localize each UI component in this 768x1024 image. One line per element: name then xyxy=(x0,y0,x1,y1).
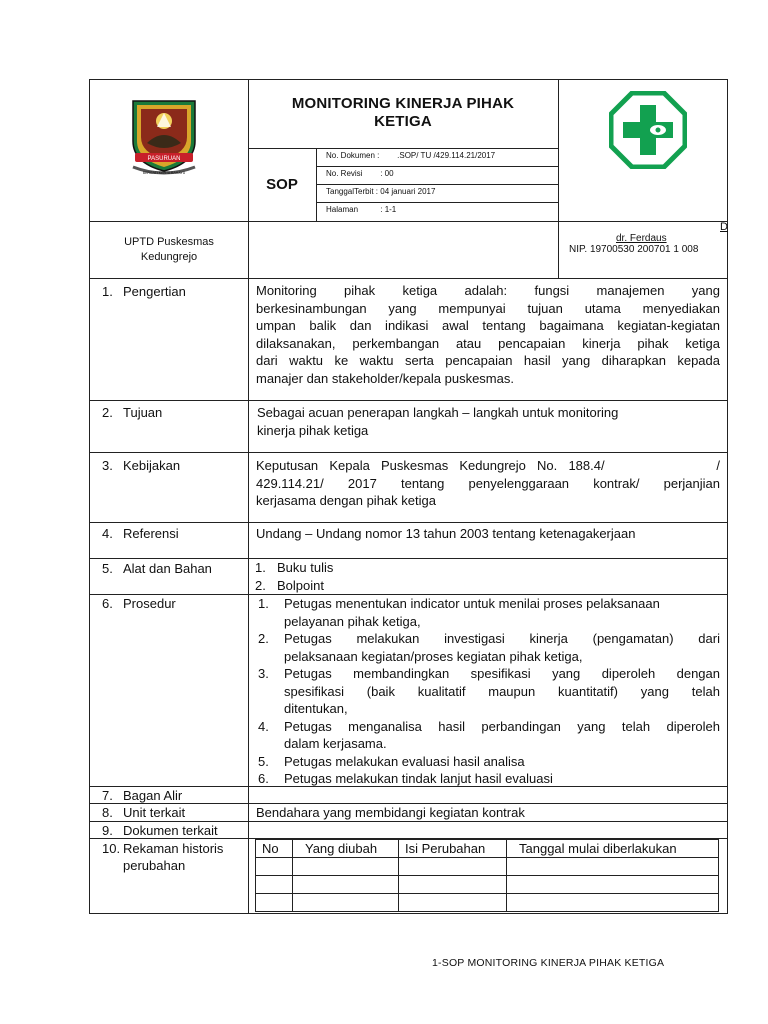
organization: UPTD Puskesmas Kedungrejo xyxy=(124,236,214,263)
logo-puskesmas xyxy=(609,91,687,169)
logo-pasuruan xyxy=(127,97,201,177)
column-header: Yang diubah xyxy=(293,840,399,858)
list-item: 1. Buku tulis xyxy=(255,560,334,575)
doc-number: No. Dokumen : .SOP/ TU /429.114.21/2017 xyxy=(326,151,496,160)
column-header: Tanggal mulai diberlakukan xyxy=(507,840,719,858)
label-kebijakan: Kebijakan xyxy=(123,458,181,473)
column-header: No xyxy=(256,840,293,858)
list-item: 4. Petugas menganalisa hasil perbandingan yang telah diperoleh dalam kerjasama. xyxy=(258,718,720,751)
prosedur-list xyxy=(258,595,720,788)
label-referensi: Referensi xyxy=(123,526,179,541)
label-dokumen-terkait: Dokumen terkait xyxy=(123,823,218,838)
label-unit-terkait: Unit terkait xyxy=(123,805,186,820)
list-item: 5. Petugas melakukan evaluasi hasil analisa xyxy=(258,753,525,769)
svg-text:PASURUAN: PASURUAN xyxy=(147,156,181,162)
svg-text:BERGATI KERTA RAHAYU: BERGATI KERTA RAHAYU xyxy=(142,171,186,175)
pengertian-text: Monitoring pihak ketiga adalah: fungsi manajemen yang berkesinambungan yang mempunyai tujuan utama menyediakan umpan balik dan indikasi awal tentang bagaimana kegiatan-kegiatan dilaksanakan, perkembangan atau pencapaian kinerja pihak ketiga dari waktu ke waktu serta pencapaian hasil yang diharapkan kepada manajer dan stakeholder/kepala puskesmas. xyxy=(256,283,720,386)
label-num-4: 4. xyxy=(102,526,113,541)
table-row xyxy=(256,894,719,912)
unit-terkait-text: Bendahara yang membidangi kegiatan kontrak xyxy=(256,805,525,820)
label-num-5: 5. xyxy=(102,561,113,576)
signer-nip: NIP. 19700530 200701 1 008 xyxy=(569,244,699,255)
label-bagan-alir: Bagan Alir xyxy=(123,788,183,803)
alat-bahan-list xyxy=(255,559,715,594)
label-alat-bahan: Alat dan Bahan xyxy=(123,561,212,576)
label-num-6: 6. xyxy=(102,596,113,611)
list-item: 3. Petugas membandingkan spesifikasi yang diperoleh dengan spesifikasi (baik kualitatif maupun kuantitatif) yang telah ditentukan, xyxy=(258,666,720,716)
kebijakan-text: Keputusan Kepala Puskesmas Kedungrejo No. 188.4/ / 429.114.21/ 2017 tentang penyelenggaraan kontrak/ perjanjian kerjasama dengan pihak ketiga xyxy=(256,458,720,508)
table-row xyxy=(256,858,719,876)
issue-date: TanggalTerbit : 04 januari 2017 xyxy=(326,187,436,196)
signer-name: dr. Ferdaus xyxy=(616,233,667,244)
sop-label: SOP xyxy=(266,176,298,193)
list-item: 6. Petugas melakukan tindak lanjut hasil evaluasi xyxy=(258,771,553,786)
label-prosedur: Prosedur xyxy=(123,596,176,611)
referensi-text: Undang – Undang nomor 13 tahun 2003 tentang ketenagakerjaan xyxy=(256,526,636,541)
list-item: 1. Petugas menentukan indicator untuk menilai proses pelaksanaan pelayanan pihak ketiga, xyxy=(258,596,660,629)
corner-mark: D xyxy=(720,221,728,233)
label-num-2: 2. xyxy=(102,405,113,420)
label-num-3: 3. xyxy=(102,458,113,473)
label-rekaman-historis: Rekaman historis perubahan xyxy=(123,841,224,873)
list-item: 2. Petugas melakukan investigasi kinerja (pengamatan) dari pelaksanaan kegiatan/proses kegiatan pihak ketiga, xyxy=(258,631,720,664)
revision-history-table xyxy=(255,839,719,912)
label-num-1: 1. xyxy=(102,284,113,299)
table-row xyxy=(256,876,719,894)
tujuan-text: Sebagai acuan penerapan langkah – langkah untuk monitoring kinerja pihak ketiga xyxy=(257,405,619,438)
column-header: Isi Perubahan xyxy=(399,840,507,858)
label-pengertian: Pengertian xyxy=(123,284,186,299)
page-count: Halaman : 1-1 xyxy=(326,205,397,214)
table-row xyxy=(256,840,719,858)
revision: No. Revisi : 00 xyxy=(326,169,394,178)
document-title: MONITORING KINERJA PIHAK KETIGA xyxy=(291,95,515,130)
label-num-8: 8. xyxy=(102,805,113,820)
label-num-9: 9. xyxy=(102,823,113,838)
label-num-10: 10. xyxy=(102,841,121,856)
page-footer: 1-SOP MONITORING KINERJA PIHAK KETIGA xyxy=(432,957,665,969)
list-item: 2. Bolpoint xyxy=(255,577,324,593)
label-tujuan: Tujuan xyxy=(123,405,163,420)
label-num-7: 7. xyxy=(102,788,113,803)
